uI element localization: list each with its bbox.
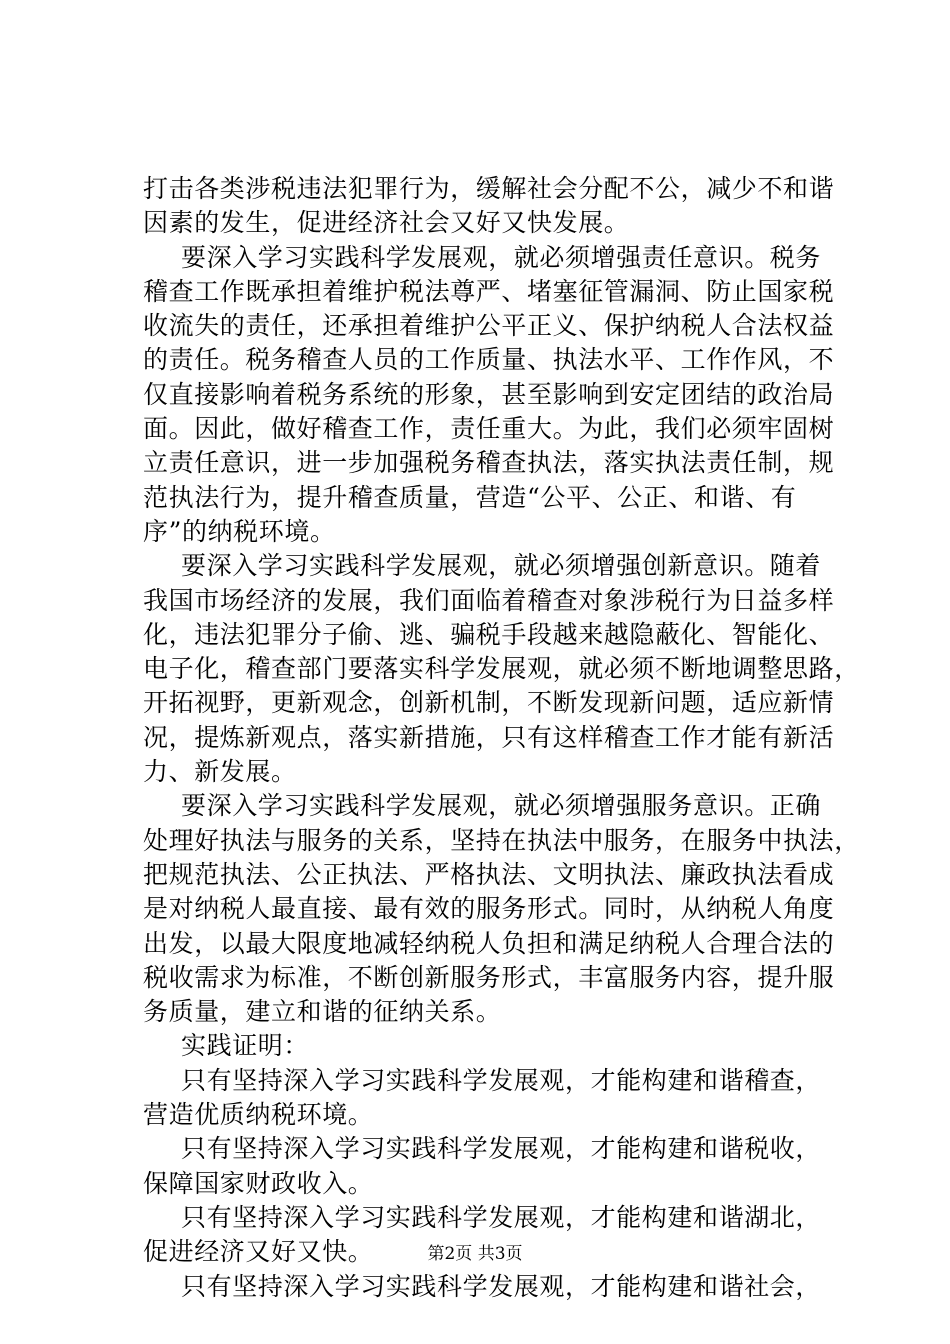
text-line: 因素的发生，促进经济社会又好又快发展。 [143, 208, 630, 238]
text-line: 只有坚持深入学习实践科学发展观，才能构建和谐湖北， [181, 1202, 822, 1232]
text-line: 电子化，稽查部门要落实科学发展观，就必须不断地调整思路， [143, 654, 860, 684]
text-line: 保障国家财政收入。 [143, 1168, 374, 1198]
text-line: 序”的纳税环境。 [143, 516, 336, 546]
text-line: 力、新发展。 [143, 757, 297, 787]
text-line: 出发，以最大限度地减轻纳税人负担和满足纳税人合理合法的 [143, 928, 835, 958]
text-line: 只有坚持深入学习实践科学发展观，才能构建和谐稽查， [181, 1065, 822, 1095]
text-line: 况，提炼新观点，落实新措施，只有这样稽查工作才能有新活 [143, 722, 835, 752]
text-line: 的责任。税务稽查人员的工作质量、执法水平、工作作风，不 [143, 345, 835, 375]
text-line: 仅直接影响着税务系统的形象，甚至影响到安定团结的政治局 [143, 379, 835, 409]
text-line: 要深入学习实践科学发展观，就必须增强服务意识。正确 [181, 791, 822, 821]
text-line: 是对纳税人最直接、最有效的服务形式。同时，从纳税人角度 [143, 894, 835, 924]
text-line: 实践证明： [181, 1031, 310, 1061]
text-line: 把规范执法、公正执法、严格执法、文明执法、廉政执法看成 [143, 859, 835, 889]
text-line: 开拓视野，更新观念，创新机制，不断发现新问题，适应新情 [143, 688, 835, 718]
text-line: 营造优质纳税环境。 [143, 1100, 374, 1130]
text-line: 立责任意识，进一步加强税务稽查执法，落实执法责任制，规 [143, 448, 835, 478]
text-line: 税收需求为标准，不断创新服务形式，丰富服务内容，提升服 [143, 962, 835, 992]
document-body [143, 172, 860, 1304]
text-line: 收流失的责任，还承担着维护公平正义、保护纳税人合法权益 [143, 311, 835, 341]
text-line: 处理好执法与服务的关系，坚持在执法中服务，在服务中执法， [143, 825, 860, 855]
text-line: 范执法行为，提升稽查质量，营造“公平、公正、和谐、有 [143, 482, 797, 512]
text-line: 我国市场经济的发展，我们面临着稽查对象涉税行为日益多样 [143, 585, 835, 615]
text-line: 促进经济又好又快。 [143, 1237, 374, 1267]
text-line: 要深入学习实践科学发展观，就必须增强责任意识。税务 [181, 242, 822, 272]
text-line: 只有坚持深入学习实践科学发展观，才能构建和谐社会， [181, 1271, 822, 1301]
text-line: 只有坚持深入学习实践科学发展观，才能构建和谐税收， [181, 1134, 822, 1164]
text-line: 稽查工作既承担着维护税法尊严、堵塞征管漏洞、防止国家税 [143, 276, 835, 306]
text-line: 要深入学习实践科学发展观，就必须增强创新意识。随着 [181, 551, 822, 581]
page-footer: 第2页 共3页 [427, 1244, 523, 1264]
text-line: 打击各类涉税违法犯罪行为，缓解社会分配不公，减少不和谐 [143, 174, 835, 203]
text-line: 化，违法犯罪分子偷、逃、骗税手段越来越隐蔽化、智能化、 [143, 619, 835, 649]
text-line: 面。因此，做好稽查工作，责任重大。为此，我们必须牢固树 [143, 414, 835, 444]
text-line: 务质量，建立和谐的征纳关系。 [143, 997, 502, 1027]
